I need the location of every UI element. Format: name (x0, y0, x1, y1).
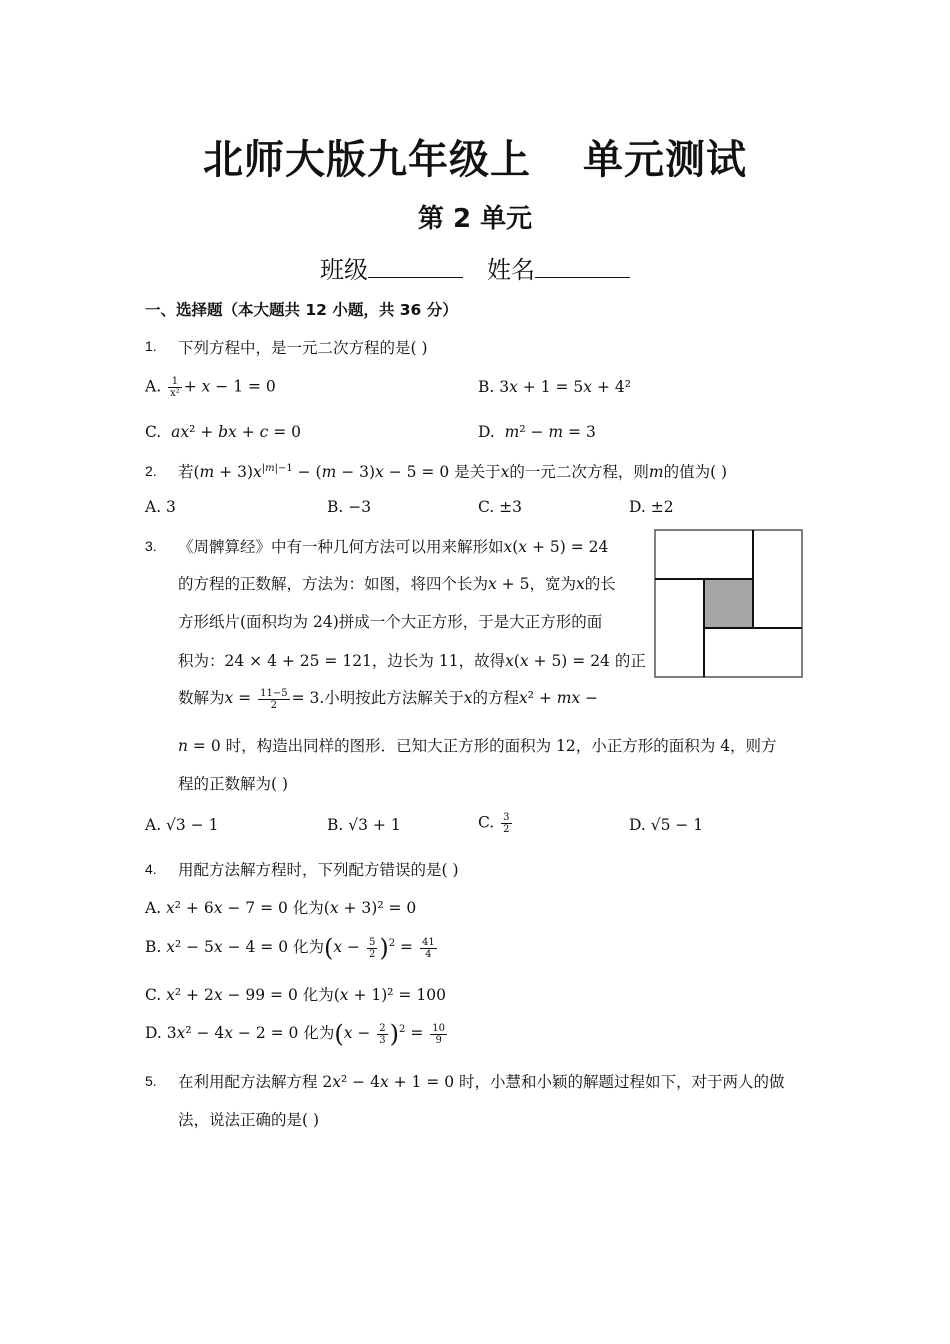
option-text: 𝑚² − 𝑚 = 3 (504, 423, 596, 441)
question-number: 1. (145, 338, 157, 354)
title-right: 单元测试 (583, 137, 747, 183)
option-b: B. 3𝑥 + 1 = 5𝑥 + 4² (478, 378, 631, 396)
question-line: 方形纸片(面积均为 24)拼成一个大正方形，于是大正方形的面 (178, 613, 603, 631)
option-d: D. 3𝑥² − 4𝑥 − 2 = 0 化为(𝑥 − $\frac{2}{3}$ )$^2$ = $\frac{10}{9}$ (145, 1020, 446, 1048)
fraction: $\frac{5}{2}$ (368, 936, 376, 960)
fraction: $\frac{11-5}{2}$ (260, 687, 288, 711)
question-line: 的方程的正数解，方法为：如图，将四个长为𝑥 + 5，宽为𝑥的长 (178, 575, 616, 593)
option-b: B. 𝑥² − 5𝑥 − 4 = 0 化为(𝑥 − $\frac{5}{2}$ )$^2$ = $\frac{41}{4}$ (145, 934, 435, 962)
option-text: + 𝑥 − 1 = 0 (183, 377, 276, 396)
option-b: B. −3 (327, 498, 372, 516)
option-text: 3𝑥 + 1 = 5𝑥 + 4² (499, 378, 631, 396)
name-blank (535, 255, 630, 278)
class-name-line (0, 250, 950, 285)
question-line: 𝑛 = 0 时，构造出同样的图形．已知大正方形的面积为 12，小正方形的面积为 4，则方 (178, 737, 777, 755)
square-puzzle-figure (654, 529, 804, 679)
option-label: A. (145, 377, 162, 396)
question-stem: 用配方法解方程时，下列配方错误的是( ) (178, 861, 459, 879)
question-line: 积为：24 × 4 + 25 = 121，边长为 11，故得𝑥(𝑥 + 5) = 24 的正 (178, 652, 646, 670)
option-text: 𝑎𝑥² + 𝑏𝑥 + 𝑐 = 0 (171, 423, 302, 441)
title-left: 北师大版九年级上 (203, 137, 531, 183)
section-heading: 一、选择题（本大题共 12 小题，共 36 分） (145, 301, 458, 319)
option-a (145, 376, 276, 399)
option-b: B. √3 + 1 (327, 816, 401, 834)
option-c: C. $\frac{3}{2}$ (478, 812, 510, 835)
option-a: A. 𝑥² + 6𝑥 − 7 = 0 化为(𝑥 + 3)² = 0 (145, 899, 417, 917)
class-label: 班级 (320, 256, 368, 284)
question-number: 2. (145, 463, 157, 479)
option-d: D. √5 − 1 (629, 816, 704, 834)
question-stem: 下列方程中，是一元二次方程的是( ) (178, 339, 428, 357)
question-line: 数解为𝑥 = $\frac{11-5}{2}$ = 3.小明按此方法解关于𝑥的方程𝑥² + 𝑚𝑥 − (178, 687, 599, 711)
question-line: 在利用配方法解方程 2𝑥² − 4𝑥 + 1 = 0 时，小慧和小颖的解题过程如下，对于两人的做 (178, 1073, 785, 1091)
option-d: D. 𝑚² − 𝑚 = 3 (478, 423, 596, 441)
class-blank (368, 255, 463, 278)
page-subtitle: 第 2 单元 (417, 204, 533, 234)
option-c: C. 𝑥² + 2𝑥 − 99 = 0 化为(𝑥 + 1)² = 100 (145, 986, 446, 1004)
question-line: 程的正数解为( ) (178, 775, 289, 793)
option-c: C. 𝑎𝑥² + 𝑏𝑥 + 𝑐 = 0 (145, 423, 302, 441)
fraction: $\frac{3}{2}$ (503, 812, 510, 835)
question-number: 5. (145, 1073, 157, 1089)
fraction: $\frac{41}{4}$ (421, 936, 435, 960)
option-a: A. 3 (145, 498, 176, 516)
option-c: C. ±3 (478, 498, 523, 516)
option-d: D. ±2 (629, 498, 674, 516)
fraction: $\frac{2}{3}$ (379, 1022, 386, 1046)
inner-shaded-square (704, 579, 753, 628)
question-stem: 若(𝑚 + 3)𝑥$^{|𝑚|-1}$ − (𝑚 − 3)𝑥 − 5 = 0 是关于𝑥的一元二次方程，则𝑚的值为( ) (178, 462, 728, 481)
name-label: 姓名 (487, 256, 535, 284)
question-line: 《周髀算经》中有一种几何方法可以用来解形如𝑥(𝑥 + 5) = 24 (178, 538, 609, 556)
question-number: 3. (145, 538, 157, 554)
question-number: 4. (145, 861, 157, 877)
page-title (0, 128, 950, 185)
fraction: $\frac{1}{\text{x²}}$ (170, 376, 180, 399)
question-line: 法，说法正确的是( ) (178, 1111, 320, 1129)
fraction: $\frac{10}{9}$ (432, 1022, 446, 1046)
option-a: A. √3 − 1 (145, 816, 219, 834)
